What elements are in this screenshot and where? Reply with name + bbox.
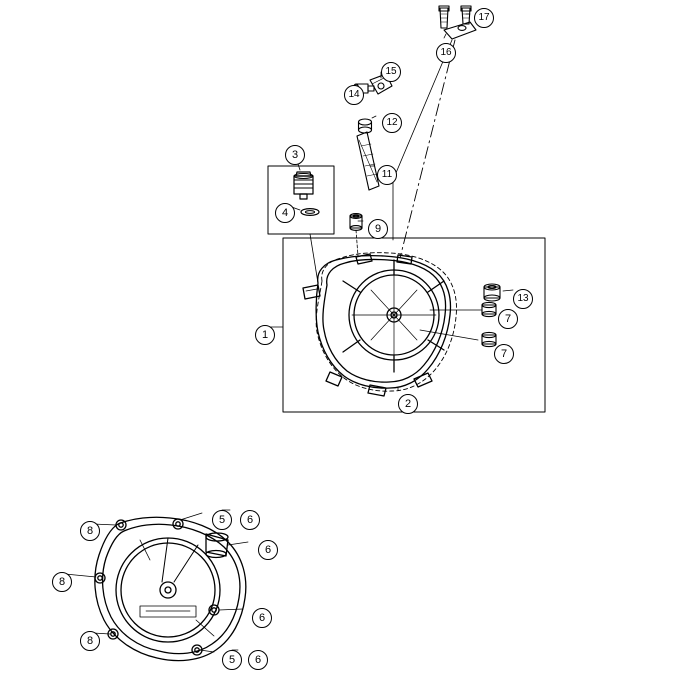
callout-6b[interactable]: 6 xyxy=(258,540,278,560)
leader-12 xyxy=(372,116,376,118)
leader-5a-6a xyxy=(180,513,202,520)
callout-7a[interactable]: 7 xyxy=(498,309,518,329)
callout-3[interactable]: 3 xyxy=(285,145,305,165)
leader-6c xyxy=(219,609,243,610)
callout-8c[interactable]: 8 xyxy=(80,631,100,651)
callout-13[interactable]: 13 xyxy=(513,289,533,309)
callout-1[interactable]: 1 xyxy=(255,325,275,345)
leader-6b xyxy=(228,542,248,545)
callout-7b[interactable]: 7 xyxy=(494,344,514,364)
callout-12[interactable]: 12 xyxy=(382,113,402,133)
callout-9[interactable]: 9 xyxy=(368,219,388,239)
callout-8b[interactable]: 8 xyxy=(52,572,72,592)
assembled-cover xyxy=(95,517,246,660)
callout-11[interactable]: 11 xyxy=(377,165,397,185)
callout-2[interactable]: 2 xyxy=(398,394,418,414)
callout-6c[interactable]: 6 xyxy=(252,608,272,628)
part-12-collar xyxy=(359,119,372,133)
part-9-collar xyxy=(350,214,362,231)
callout-6d[interactable]: 6 xyxy=(248,650,268,670)
callout-4[interactable]: 4 xyxy=(275,203,295,223)
callout-17[interactable]: 17 xyxy=(474,8,494,28)
callout-8a[interactable]: 8 xyxy=(80,521,100,541)
callout-6a[interactable]: 6 xyxy=(240,510,260,530)
part-16-bracket xyxy=(444,22,476,39)
part-17-bolt xyxy=(461,6,471,24)
callout-15[interactable]: 15 xyxy=(381,62,401,82)
part-11-shaft xyxy=(357,132,379,190)
callout-16[interactable]: 16 xyxy=(436,43,456,63)
callout-5a[interactable]: 5 xyxy=(212,510,232,530)
callout-5b[interactable]: 5 xyxy=(222,650,242,670)
part-16-bolt xyxy=(439,6,449,28)
leader-16 xyxy=(444,34,446,38)
part-16-link xyxy=(393,40,452,240)
callout-14[interactable]: 14 xyxy=(344,85,364,105)
